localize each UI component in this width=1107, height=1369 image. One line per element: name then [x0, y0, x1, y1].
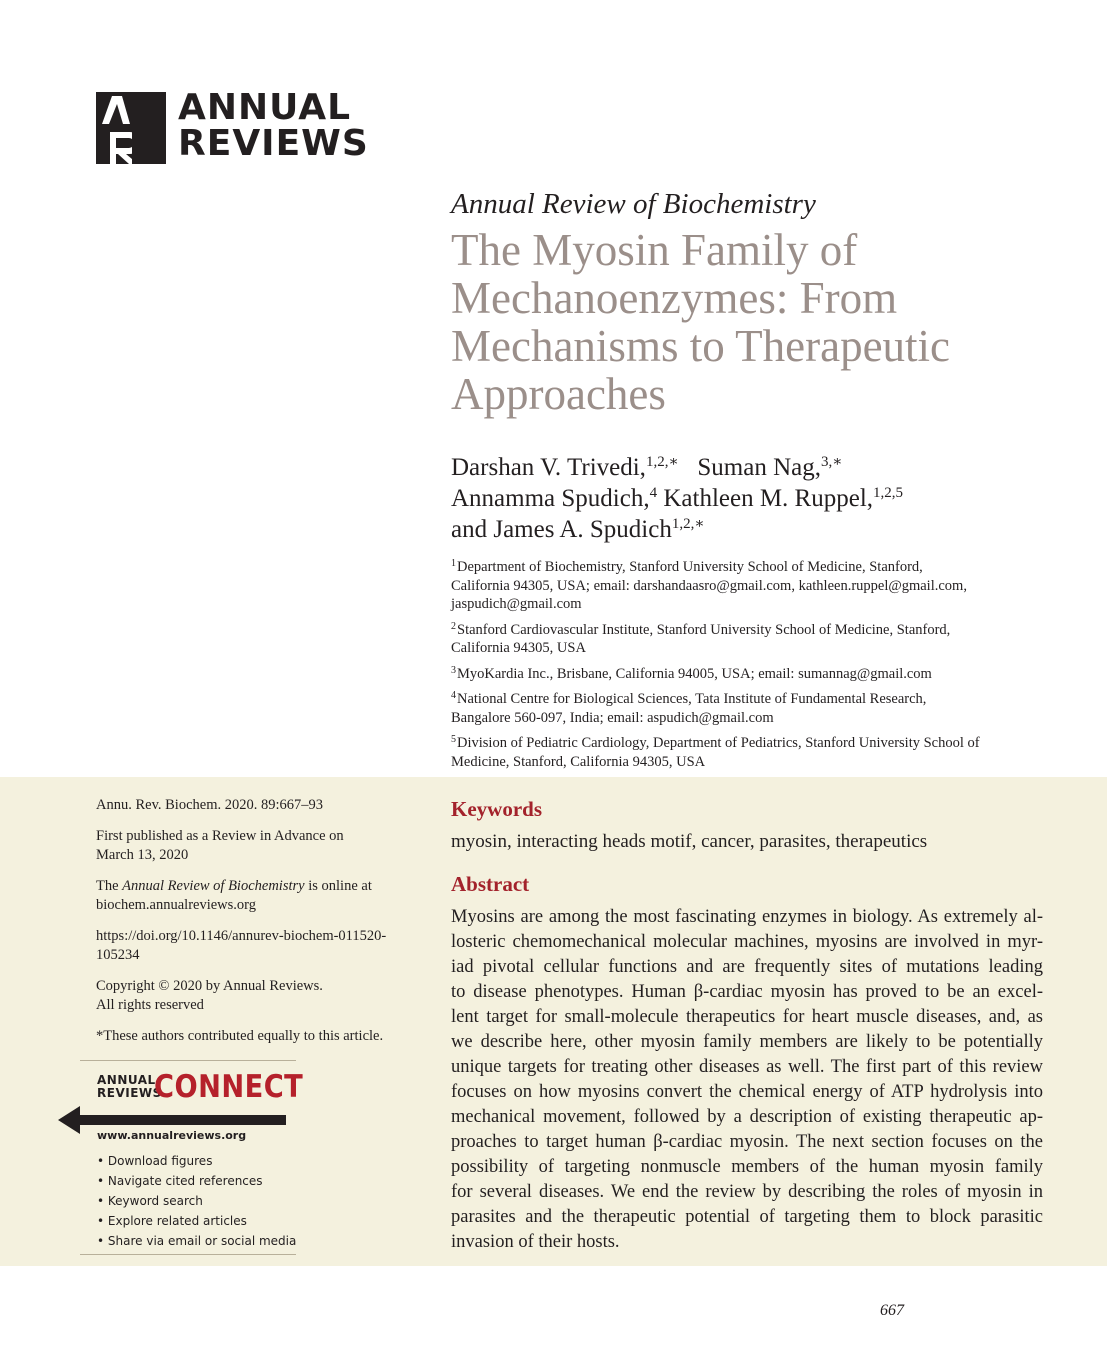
- abstract-line: proaches to target human β-cardiac myosin. The next section focuses on the: [451, 1132, 1043, 1152]
- citation-text: Annu. Rev. Biochem. 2020. 89:667–93: [96, 797, 324, 813]
- author-affil-sup: 4: [649, 485, 658, 501]
- affiliation-number: 1: [451, 558, 456, 569]
- journal-name: Annual Review of Biochemistry: [451, 188, 816, 220]
- author-name: Darshan V. Trivedi,: [451, 454, 646, 481]
- affiliation-line: Stanford Cardiovascular Institute, Stanford University School of Medicine, Stanford,: [457, 621, 951, 638]
- abstract-line: mechanical movement, followed by a description of existing therapeutic ap-: [451, 1107, 1043, 1127]
- abstract-line: to disease phenotypes. Human β-cardiac myosin has proved to be an excel-: [451, 982, 1043, 1002]
- affiliation-line: MyoKardia Inc., Brisbane, California 94005, USA; email: sumannag@gmail.com: [457, 665, 932, 682]
- affiliation-number: 3: [451, 664, 456, 676]
- list-item: • Download figures: [97, 1154, 213, 1168]
- citation: [96, 796, 416, 815]
- title-line: The Myosin Family of: [451, 225, 858, 275]
- affiliation: [451, 621, 1051, 658]
- connect-url-link[interactable]: www.annualreviews.org: [97, 1129, 247, 1142]
- copyright: [96, 977, 416, 1015]
- abstract-line: invasion of their hosts.: [451, 1232, 620, 1252]
- list-item: • Share via email or social media: [97, 1234, 297, 1248]
- list-item: • Navigate cited references: [97, 1174, 263, 1188]
- affiliation-line: California 94305, USA; email: darshandaasro@gmail.com, kathleen.ruppel@gmail.com,: [451, 577, 967, 594]
- abstract-line: losteric chemomechanical molecular machines, myosins are involved in myr-: [451, 932, 1043, 952]
- abstract-line: lent target for small-molecule therapeutics for heart muscle diseases, and, as: [451, 1007, 1043, 1027]
- online-suffix: is online at: [304, 878, 372, 894]
- author-name: Suman Nag,: [697, 454, 821, 481]
- abstract-line: iad pivotal cellular functions and are frequently sites of mutations leading: [451, 957, 1043, 977]
- author-affil-sup: 1,2,∗: [645, 454, 679, 470]
- doi-link[interactable]: 105234: [96, 947, 140, 963]
- affiliation-line: Division of Pediatric Cardiology, Department of Pediatrics, Stanford University School of: [457, 735, 980, 751]
- affiliation: [451, 665, 1051, 684]
- abstract-line: possibility of targeting nonmuscle members of the human myosin family: [451, 1157, 1043, 1177]
- affiliation-number: 5: [451, 734, 456, 745]
- title-line: Mechanoenzymes: From: [451, 273, 898, 323]
- footnote-text: *These authors contributed equally to this article.: [96, 1028, 384, 1044]
- author-name: Annamma Spudich,: [451, 485, 650, 512]
- affiliation: [451, 734, 1051, 771]
- connect-annual-text: ANNUAL: [97, 1073, 156, 1087]
- copyright-line: Copyright © 2020 by Annual Reviews.: [96, 978, 323, 994]
- online-journal: Annual Review of Biochemistry: [122, 878, 305, 894]
- connect-wordmark: CONNECT: [154, 1069, 304, 1105]
- affiliation-line: Medicine, Stanford, California 94305, USA: [451, 753, 706, 770]
- affiliation-line: jaspudich@gmail.com: [451, 596, 582, 612]
- abstract-line: for several diseases. We end the review by describing the roles of myosin in: [451, 1182, 1043, 1202]
- list-item: • Keyword search: [97, 1194, 203, 1208]
- abstract-heading: Abstract: [451, 872, 530, 896]
- abstract-line: we describe here, other myosin family members are likely to be potentially: [451, 1032, 1043, 1052]
- online-prefix: The: [96, 878, 123, 894]
- page-number: 667: [880, 1302, 904, 1319]
- journal-url-link[interactable]: biochem.annualreviews.org: [96, 897, 256, 913]
- list-item: • Explore related articles: [97, 1214, 247, 1228]
- abstract-body: [451, 905, 1043, 1255]
- doi-link[interactable]: https://doi.org/10.1146/annurev-biochem-011520-: [96, 928, 387, 944]
- article-title: [451, 226, 1071, 418]
- affiliation-line: Bangalore 560-097, India; email: aspudich@gmail.com: [451, 709, 774, 726]
- affiliation-number: 2: [451, 620, 456, 632]
- ar-monogram-icon: [96, 92, 166, 164]
- annual-reviews-logo: [96, 87, 371, 164]
- connect-logo-small: [97, 1074, 162, 1100]
- annual-reviews-connect-box: [80, 1060, 304, 1255]
- equal-contribution-note: [96, 1027, 416, 1046]
- copyright-line: All rights reserved: [96, 997, 204, 1013]
- author-affil-sup: 1,2,5: [873, 485, 904, 501]
- connect-feature-list: [97, 1151, 296, 1251]
- logo-line-annual: ANNUAL: [178, 87, 352, 128]
- author-list: [451, 452, 1071, 545]
- logo-wordmark: [178, 87, 369, 164]
- abstract-line: focuses on how myosins convert the chemical energy of ATP hydrolysis into: [451, 1082, 1043, 1102]
- online-info: [96, 877, 416, 915]
- affiliation-line: Department of Biochemistry, Stanford University School of Medicine, Stanford,: [457, 559, 923, 575]
- author-affil-sup: 1,2,∗: [671, 516, 705, 532]
- affiliation-number: 4: [451, 690, 456, 701]
- published-line: First published as a Review in Advance on: [96, 828, 344, 844]
- author-name: Kathleen M. Ruppel,: [663, 485, 874, 512]
- abstract-line: unique targets for treating other diseases as well. The first part of this review: [451, 1057, 1043, 1077]
- affiliations: [451, 558, 1051, 778]
- affiliation: [451, 690, 1051, 727]
- title-line: Approaches: [451, 369, 666, 419]
- author-affil-sup: 3,∗: [821, 454, 843, 470]
- publication-date: [96, 827, 416, 865]
- abstract-line: parasites and the therapeutic potential of targeting them to block parasitic: [451, 1207, 1043, 1227]
- author-name: and James A. Spudich: [451, 516, 672, 543]
- doi: [96, 927, 416, 965]
- abstract-line: Myosins are among the most fascinating enzymes in biology. As extremely al-: [451, 907, 1043, 927]
- published-line: March 13, 2020: [96, 847, 189, 863]
- affiliation-line: National Centre for Biological Sciences, Tata Institute of Fundamental Research,: [457, 691, 927, 707]
- affiliation: [451, 558, 1051, 614]
- logo-line-reviews: REVIEWS: [178, 123, 369, 164]
- article-info-sidebar: [96, 796, 416, 1058]
- keywords-text: myosin, interacting heads motif, cancer, parasites, therapeutics: [451, 831, 928, 852]
- affiliation-line: California 94305, USA: [451, 640, 586, 656]
- title-line: Mechanisms to Therapeutic: [451, 321, 951, 371]
- connect-reviews-text: REVIEWS: [97, 1086, 162, 1100]
- keywords-heading: Keywords: [451, 797, 542, 821]
